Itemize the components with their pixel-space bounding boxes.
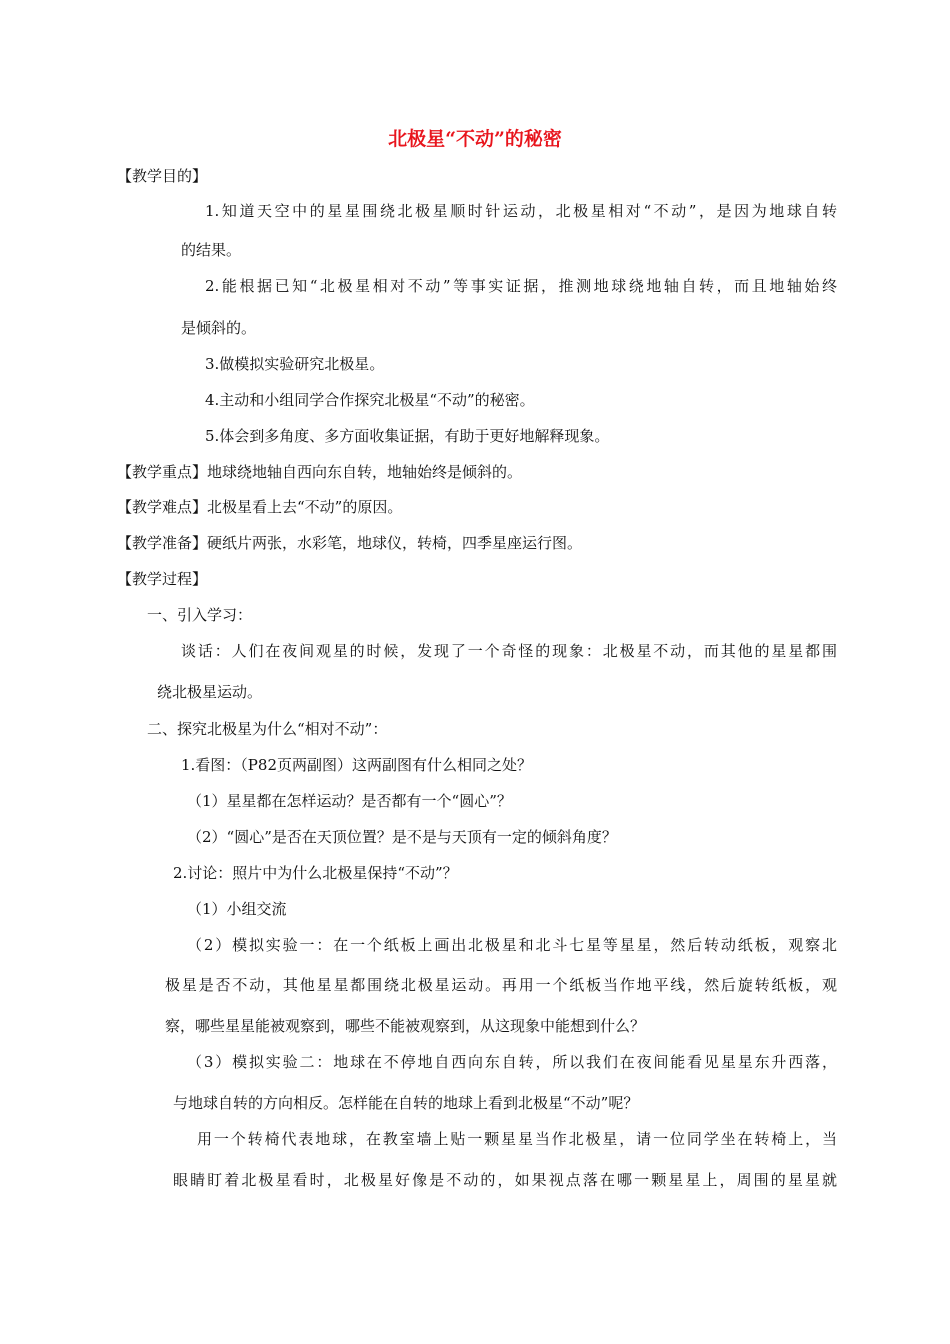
page-title: 北极星“不动”的秘密 <box>388 128 562 150</box>
objective-1-line-2: 的结果。 <box>181 241 242 259</box>
question-2: （2）“圆心”是否在天顶位置？是不是与天顶有一定的倾斜角度？ <box>187 828 617 846</box>
experiment-1-line-3: 察，哪些星星能被观察到，哪些不能被观察到，从这现象中能想到什么？ <box>165 1017 646 1035</box>
question-1: （1）星星都在怎样运动？是否都有一个“圆心”？ <box>187 792 512 810</box>
section-heading-process: 【教学过程】 <box>117 570 208 588</box>
objective-5: 5.体会到多角度、多方面收集证据，有助于更好地解释现象。 <box>205 427 610 445</box>
group-exchange: （1）小组交流 <box>187 900 287 918</box>
section-heading-objectives: 【教学目的】 <box>117 167 208 185</box>
item-look-at-pictures: 1.看图：（P82页两副图）这两副图有什么相同之处？ <box>181 756 532 774</box>
experiment-2-line-2: 与地球自转的方向相反。怎样能在自转的地球上看到北极星“不动”呢？ <box>173 1094 639 1112</box>
step-1-heading: 一、引入学习： <box>147 606 253 624</box>
objective-1-line-1: 1.知道天空中的星星围绕北极星顺时针运动，北极星相对“不动”，是因为地球自转 <box>205 202 837 220</box>
objective-3: 3.做模拟实验研究北极星。 <box>205 355 385 373</box>
experiment-2-line-1: （3）模拟实验二：地球在不停地自西向东自转，所以我们在夜间能看见星星东升西落， <box>187 1053 837 1071</box>
difficult-points: 【教学难点】北极星看上去“不动”的原因。 <box>117 498 403 516</box>
objective-2-line-2: 是倾斜的。 <box>181 319 257 337</box>
preparation: 【教学准备】硬纸片两张，水彩笔，地球仪，转椅，四季星座运行图。 <box>117 534 583 552</box>
item-discussion: 2.讨论：照片中为什么北极星保持“不动”？ <box>173 864 458 882</box>
swivel-chair-line-2: 眼睛盯着北极星看时，北极星好像是不动的，如果视点落在哪一颗星星上，周围的星星就 <box>173 1171 837 1189</box>
talk-line-2: 绕北极星运动。 <box>157 683 263 701</box>
key-points: 【教学重点】地球绕地轴自西向东自转，地轴始终是倾斜的。 <box>117 463 523 481</box>
experiment-1-line-1: （2）模拟实验一：在一个纸板上画出北极星和北斗七星等星星，然后转动纸板，观察北 <box>187 936 837 954</box>
objective-2-line-1: 2.能根据已知“北极星相对不动”等事实证据，推测地球绕地轴自转，而且地轴始终 <box>205 277 837 295</box>
experiment-1-line-2: 极星是否不动，其他星星都围绕北极星运动。再用一个纸板当作地平线，然后旋转纸板，观 <box>165 976 837 994</box>
step-2-heading: 二、探究北极星为什么“相对不动”： <box>147 720 388 738</box>
swivel-chair-line-1: 用一个转椅代表地球，在教室墙上贴一颗星星当作北极星，请一位同学坐在转椅上，当 <box>197 1130 837 1148</box>
talk-line-1: 谈话：人们在夜间观星的时候，发现了一个奇怪的现象：北极星不动，而其他的星星都围 <box>181 642 837 660</box>
objective-4: 4.主动和小组同学合作探究北极星“不动”的秘密。 <box>205 391 535 409</box>
